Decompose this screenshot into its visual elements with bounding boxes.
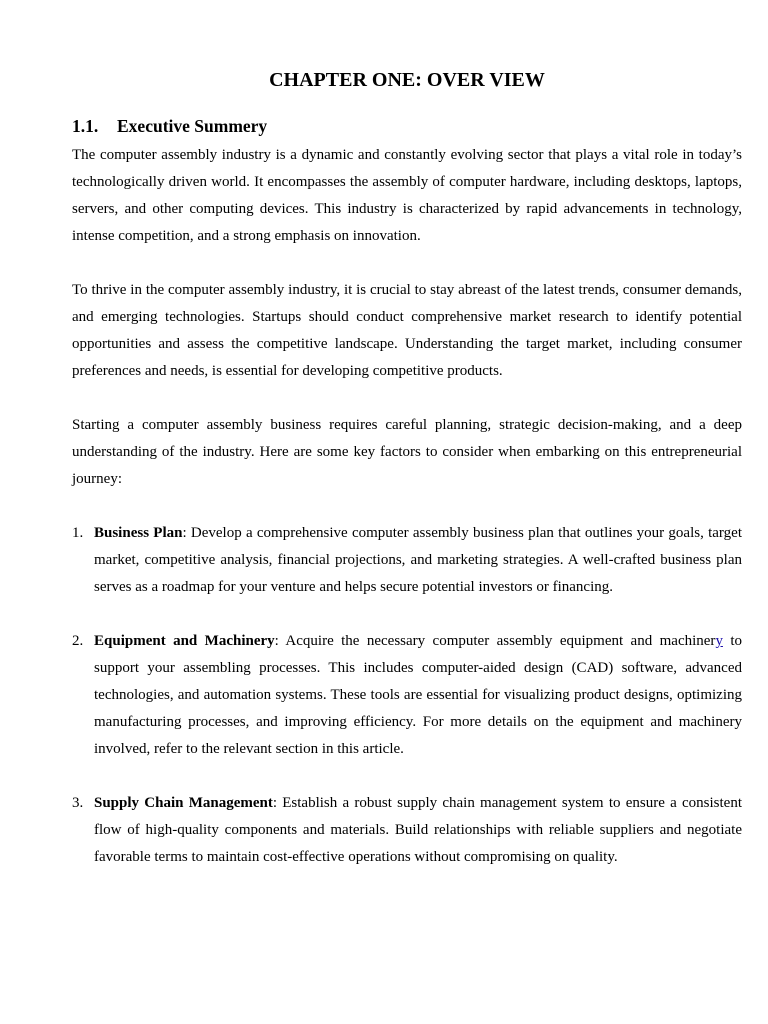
paragraph-3: Starting a computer assembly business requires careful planning, strategic decision-making, and a deep understanding of the industry. Here are some key factors to consider when embarking on this entrepreneurial journey: — [72, 417, 742, 487]
hyperlink[interactable]: y — [715, 633, 723, 649]
list-term: Equipment and Machinery — [94, 633, 275, 649]
list-item — [72, 628, 742, 763]
section-number: 1.1. — [72, 116, 99, 136]
list-term: Supply Chain Management — [94, 795, 273, 811]
list-marker: 2. — [72, 633, 84, 649]
list-item — [72, 790, 742, 871]
list-text: : Establish a robust supply chain management system to ensure a consistent flow of high-quality components and materials. Build relationships with reliable suppliers and negotiate favorable terms to maintain cost-effective operations without compromising on quality. — [94, 795, 742, 865]
list-item — [72, 520, 742, 601]
paragraph-1: The computer assembly industry is a dynamic and constantly evolving sector that plays a vital role in today’s technologically driven world. It encompasses the assembly of computer hardware, including desktops, laptops, servers, and other computing devices. This industry is characterized by rapid advancements in technology, intense competition, and a strong emphasis on innovation. — [72, 147, 742, 244]
section-heading — [72, 114, 742, 138]
list-text: : Develop a comprehensive computer assembly business plan that outlines your goals, target market, competitive analysis, financial projections, and marketing strategies. A well-crafted business plan serves as a roadmap for your venture and helps secure potential investors or financing. — [94, 525, 742, 595]
list-term: Business Plan — [94, 525, 183, 541]
list-text: : Acquire the necessary computer assembly equipment and machiner — [274, 633, 716, 649]
section-title: Executive Summery — [117, 116, 268, 136]
list-marker: 1. — [72, 525, 84, 541]
list-marker: 3. — [72, 795, 84, 811]
list-text: to support your assembling processes. This includes computer-aided design (CAD) software, advanced technologies, and automation systems. These tools are essential for visualizing product designs, optimizing manufacturing processes, and improving efficiency. For more details on the equipment and machinery involved, refer to the relevant section in this article. — [94, 633, 743, 757]
chapter-title: CHAPTER ONE: OVER VIEW — [269, 69, 545, 91]
key-factors-list — [72, 520, 742, 871]
document-page — [72, 66, 742, 898]
paragraph-2: To thrive in the computer assembly industry, it is crucial to stay abreast of the latest trends, consumer demands, and emerging technologies. Startups should conduct comprehensive market research to identify potential opportunities and assess the competitive landscape. Understanding the target market, including consumer preferences and needs, is essential for developing competitive products. — [72, 282, 742, 379]
